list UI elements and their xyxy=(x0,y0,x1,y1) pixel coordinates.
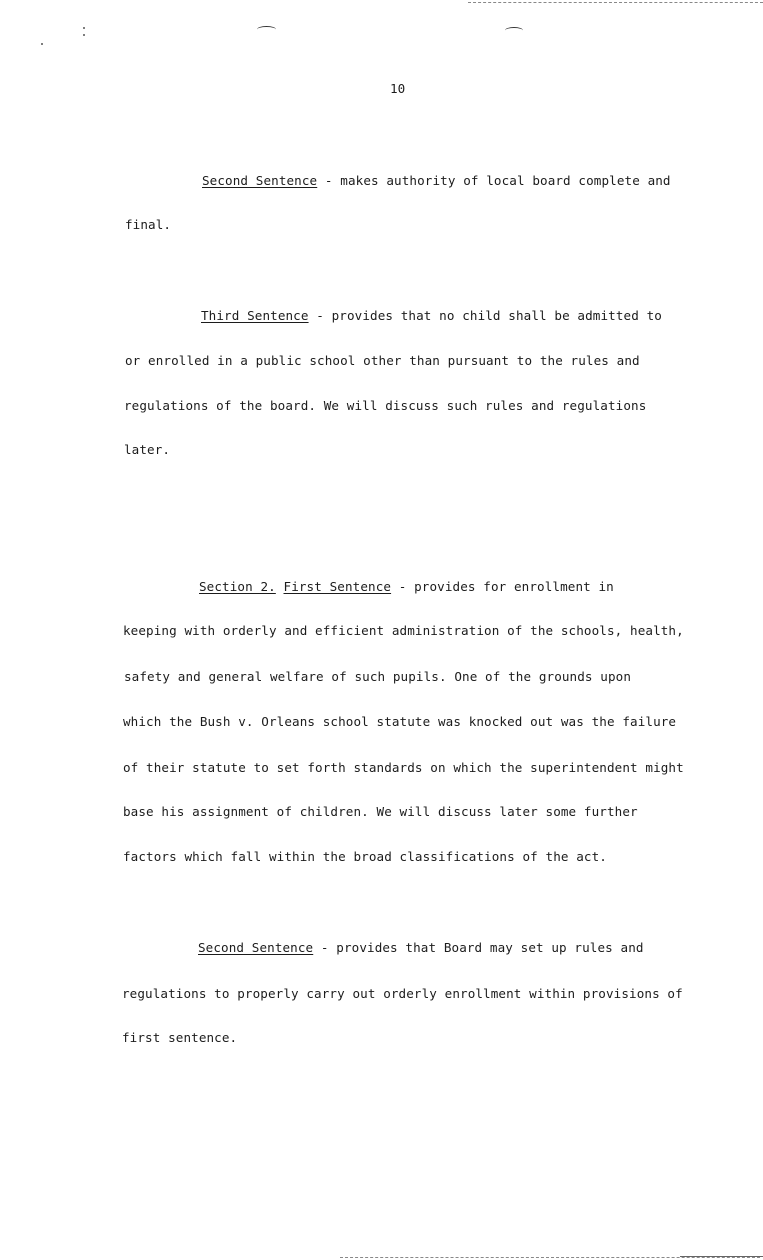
scan-dot xyxy=(83,34,85,36)
page-number: 10 xyxy=(390,81,406,96)
paragraph-2-heading: Third Sentence xyxy=(201,308,309,323)
scan-mark-right xyxy=(505,27,523,34)
paragraph-1-line-1 xyxy=(202,173,671,189)
paragraph-3-line-3: safety and general welfare of such pupils. One of the grounds upon xyxy=(124,669,632,684)
paragraph-1-text: - makes authority of local board complete and xyxy=(317,173,671,188)
paragraph-2-line-4: later. xyxy=(124,442,171,457)
paragraph-4-text: - provides that Board may set up rules and xyxy=(313,940,644,955)
paragraph-3-line-1 xyxy=(199,579,614,595)
paragraph-4-line-2: regulations to properly carry out orderly enrollment within provisions of xyxy=(122,986,683,1001)
paragraph-3-line-5: of their statute to set forth standards on which the superintendent might xyxy=(123,760,684,775)
bottom-edge-line xyxy=(340,1257,760,1258)
paragraph-3-line-7: factors which fall within the broad classifications of the act. xyxy=(123,849,607,864)
paragraph-4-line-3: first sentence. xyxy=(122,1030,238,1045)
paragraph-3-line-6: base his assignment of children. We will discuss later some further xyxy=(123,804,638,819)
paragraph-3-line-2: keeping with orderly and efficient administration of the schools, health, xyxy=(123,623,684,638)
paragraph-2-text: - provides that no child shall be admitted to xyxy=(308,308,662,323)
paragraph-2-line-1 xyxy=(201,308,662,324)
section-heading: Section 2. xyxy=(199,579,276,594)
paragraph-4-line-1 xyxy=(198,940,644,956)
paragraph-3-text: - provides for enrollment in xyxy=(391,579,614,594)
paragraph-1-heading: Second Sentence xyxy=(202,173,318,188)
paragraph-2-line-3: regulations of the board. We will discuss such rules and regulations xyxy=(124,398,647,413)
bottom-edge-line xyxy=(680,1256,763,1257)
scan-mark-left xyxy=(257,26,276,33)
paragraph-3-heading: First Sentence xyxy=(283,579,392,594)
top-edge-line xyxy=(468,2,763,3)
scan-dot xyxy=(41,43,43,45)
paragraph-1-line-2: final. xyxy=(125,217,172,232)
paragraph-3-line-4: which the Bush v. Orleans school statute was knocked out was the failure xyxy=(123,714,677,729)
paragraph-2-line-2: or enrolled in a public school other than pursuant to the rules and xyxy=(125,353,640,368)
paragraph-4-heading: Second Sentence xyxy=(198,940,314,955)
scan-dot xyxy=(83,27,85,29)
